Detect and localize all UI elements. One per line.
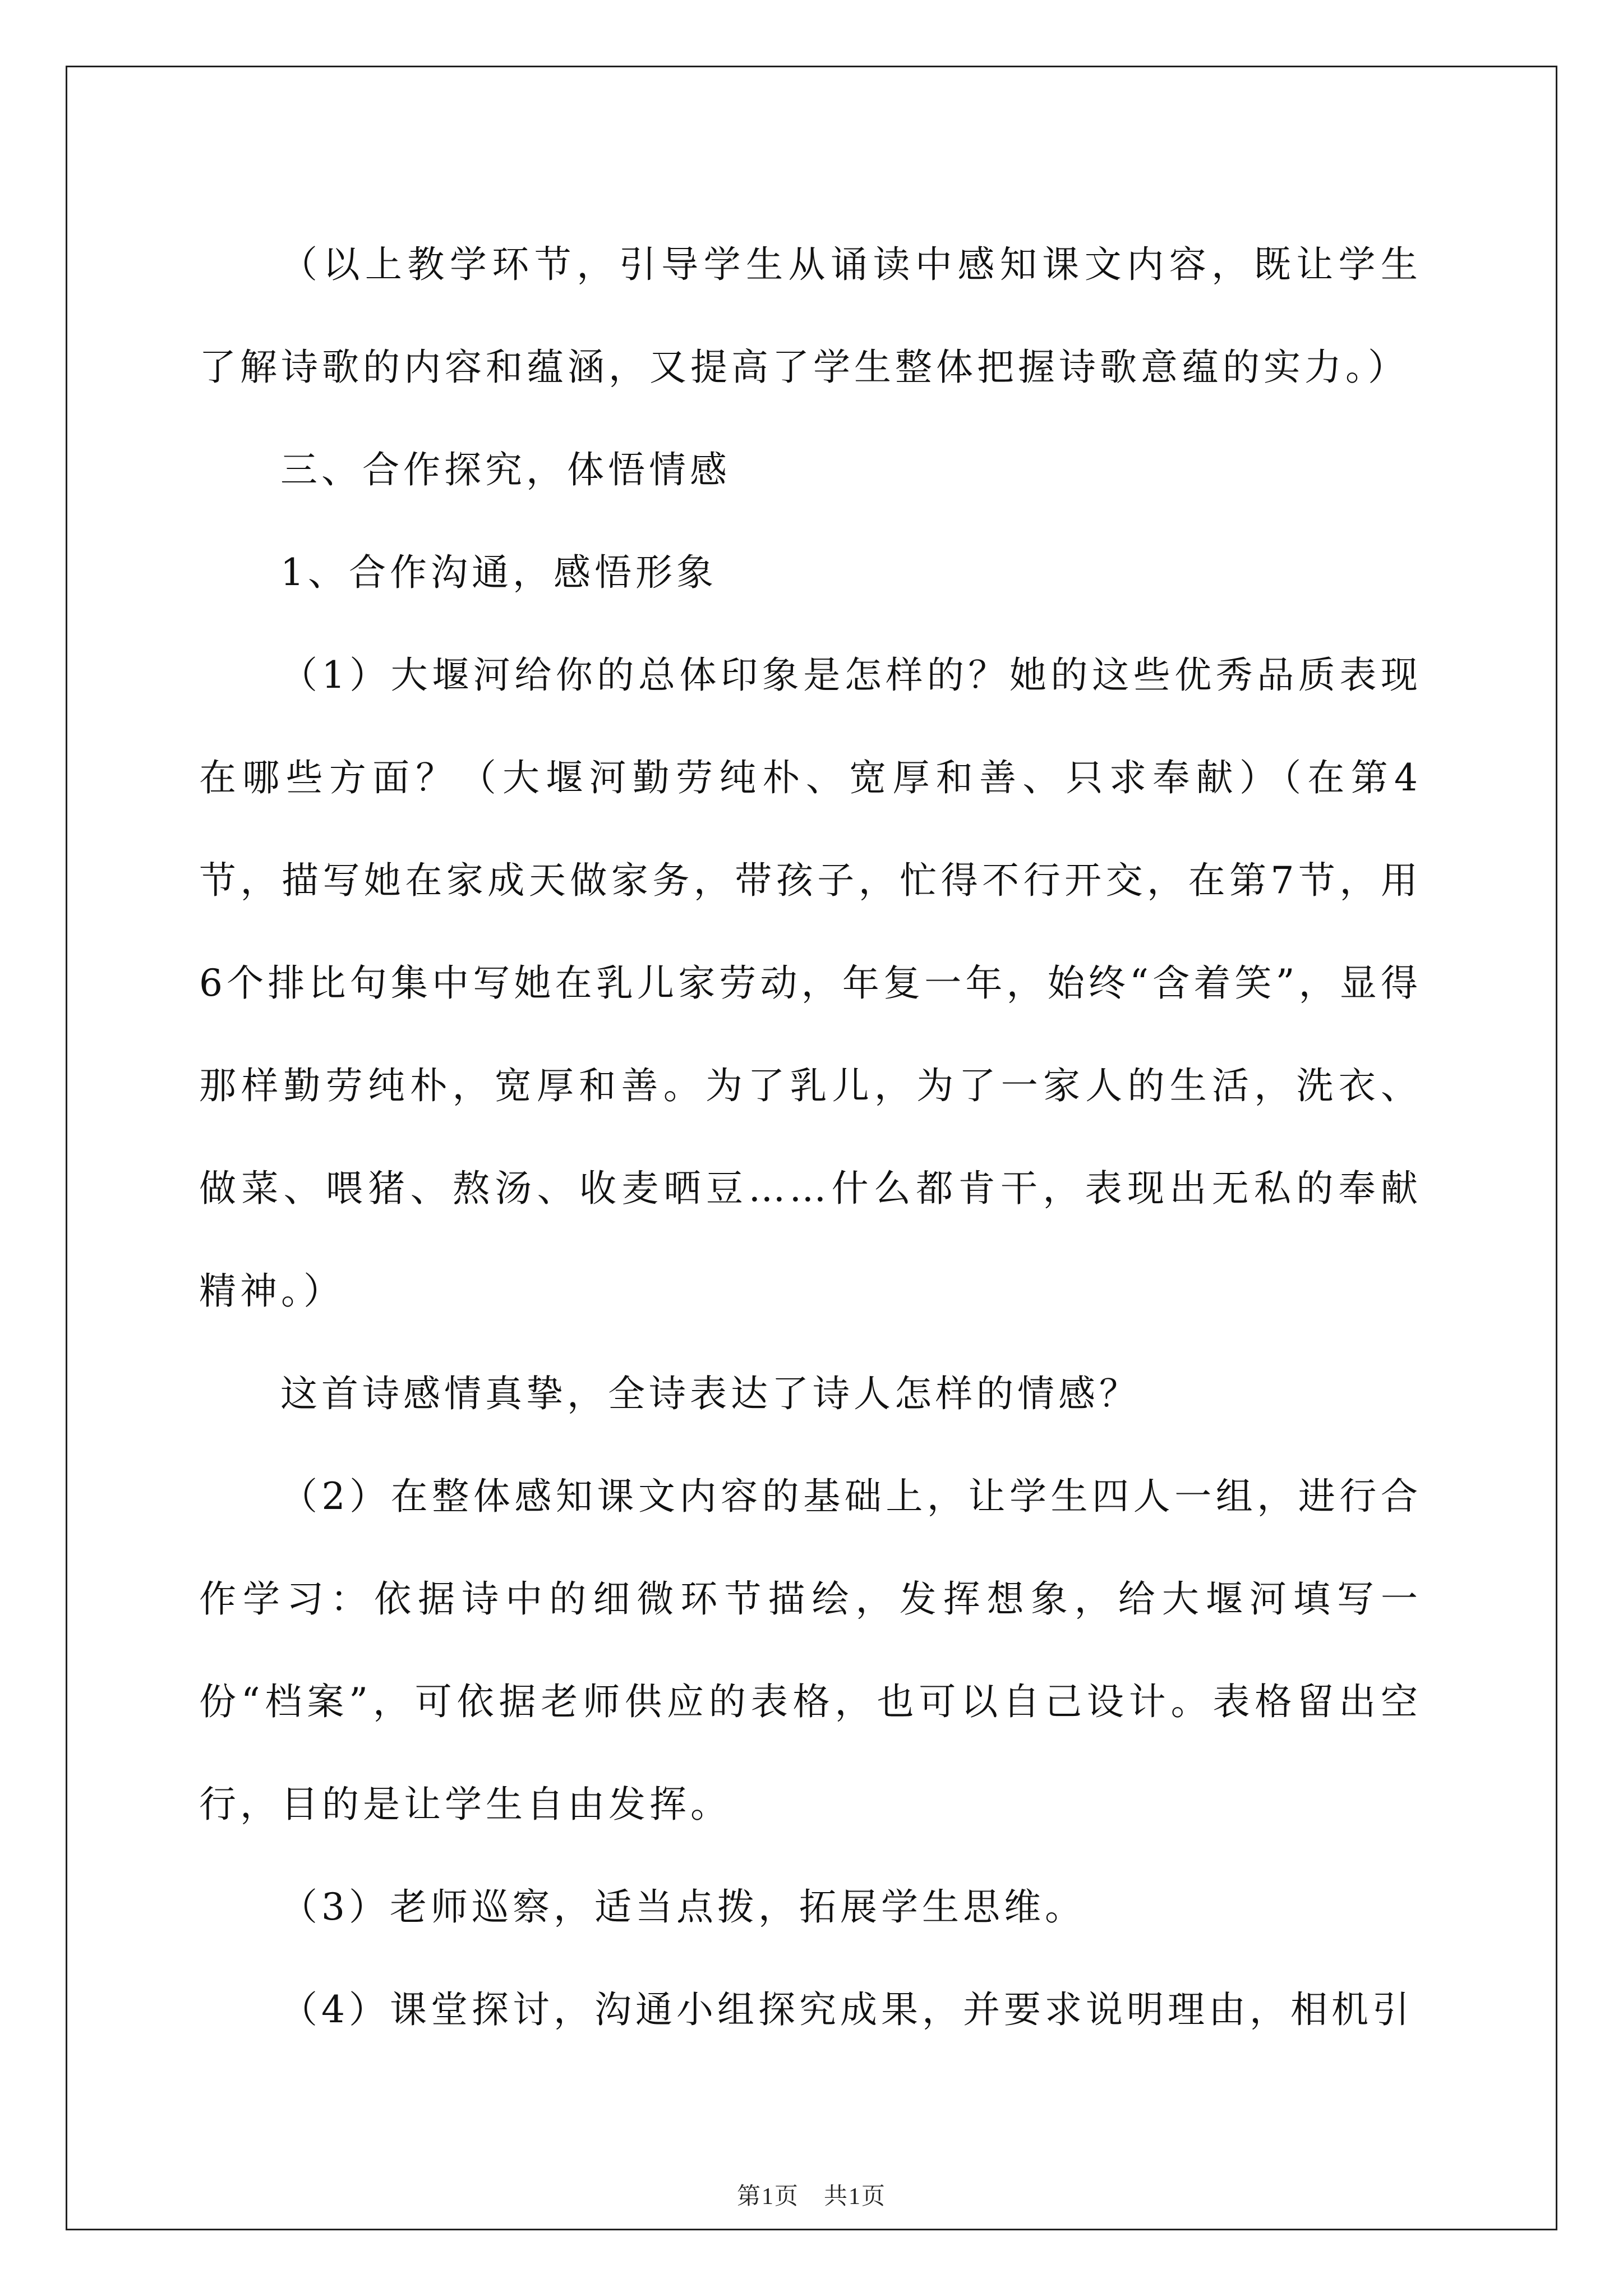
paragraph-question-4: （4）课堂探讨，沟通小组探究成果，并要求说明理由，相机引: [280, 1988, 1413, 2031]
page-number-footer: 第1页 共1页: [736, 2184, 886, 2210]
section-heading-cooperative-inquiry: 三、合作探究，体悟情感: [280, 448, 731, 491]
paragraph-emotion-question: 这首诗感情真挚，全诗表达了诗人怎样的情感？: [280, 1372, 1140, 1415]
paragraph-question-3: （3）老师巡察，适当点拨，拓展学生思维。: [280, 1885, 1086, 1929]
document-body: [199, 213, 1422, 2061]
paragraph-teaching-note: （以上教学环节，引导学生从诵读中感知课文内容，既让学生了解诗歌的内容和蕴涵，又提高了学生整体把握诗歌意蕴的实力。）: [199, 243, 1422, 389]
paragraph-question-1: （1）大堰河给你的总体印象是怎样的？她的这些优秀品质表现在哪些方面？（大堰河勤劳纯朴、宽厚和善、只求奉献）（在第4节，描写她在家成天做家务，带孩子，忙得不行开交，在第7节，用6个排比句集中写她在乳儿家劳动，年复一年，始终“含着笑”，显得那样勤劳纯朴，宽厚和善。为了乳儿，为了一家人的生活，洗衣、做菜、喂猪、熬汤、收麦晒豆……什么都肯干，表现出无私的奉献精神。）: [199, 654, 1422, 1313]
subsection-heading-communication: 1、合作沟通，感悟形象: [280, 551, 717, 594]
paragraph-question-2: （2）在整体感知课文内容的基础上，让学生四人一组，进行合作学习：依据诗中的细微环节描绘，发挥想象，给大堰河填写一份“档案”，可依据老师供应的表格，也可以自己设计。表格留出空行，目的是让学生自由发挥。: [199, 1475, 1422, 1826]
